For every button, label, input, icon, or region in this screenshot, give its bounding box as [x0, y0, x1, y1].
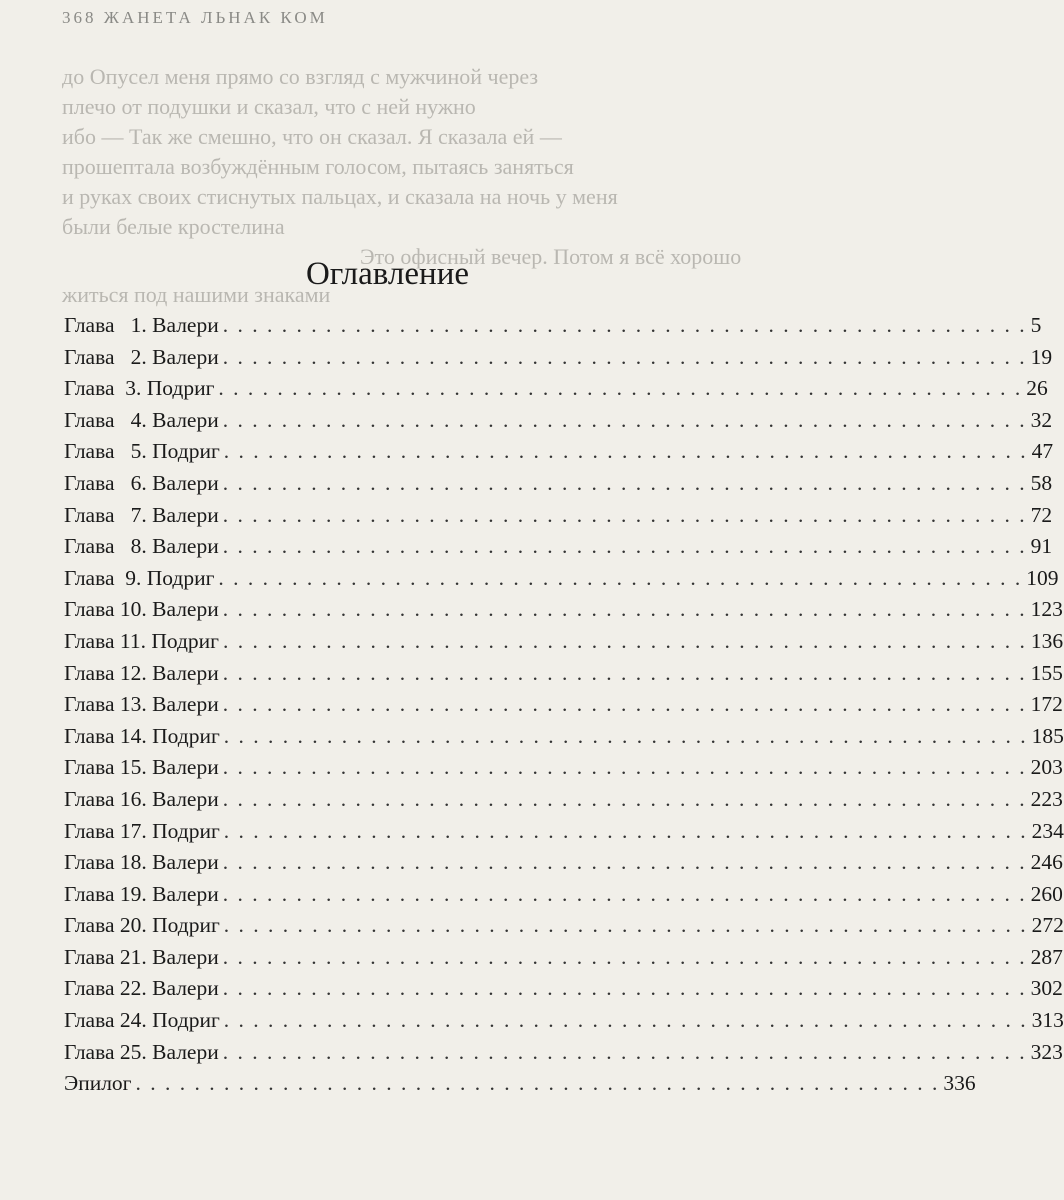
toc-label: Глава 3. Подриг [64, 376, 215, 401]
toc-row[interactable] [64, 944, 1063, 977]
bleed-line: плечо от подушки и сказал, что с ней нужно [62, 94, 476, 119]
toc-label: Глава 4. Валери [64, 407, 219, 432]
toc-page-number: 109 [1026, 565, 1059, 590]
toc-row[interactable] [64, 881, 1063, 914]
toc-page-number: 47 [1031, 439, 1054, 464]
bleed-line: были белые кростелина [62, 214, 285, 239]
toc-leader-dots: . . . . . . . . . . . . . . . . . . . . . . . . . . . . . . . . . . . . . . . . . . . . . . . . . . . . . . . [223, 439, 1028, 464]
toc-page-number: 123 [1030, 597, 1063, 622]
bleed-line: прошептала возбуждённым голосом, пытаясь заняться [62, 154, 574, 179]
toc-page-number: 203 [1030, 755, 1063, 780]
toc-leader-dots: . . . . . . . . . . . . . . . . . . . . . . . . . . . . . . . . . . . . . . . . . . . . . . . . . . . . . . . [222, 881, 1027, 906]
toc-page-number: 172 [1030, 692, 1063, 717]
toc-page-number: 19 [1030, 344, 1053, 369]
toc-page-number: 260 [1030, 881, 1063, 906]
toc-leader-dots: . . . . . . . . . . . . . . . . . . . . . . . . . . . . . . . . . . . . . . . . . . . . . . . . . . . . . . . [135, 1071, 940, 1096]
toc-leader-dots: . . . . . . . . . . . . . . . . . . . . . . . . . . . . . . . . . . . . . . . . . . . . . . . . . . . . . . . [222, 1039, 1027, 1064]
toc-label: Глава 6. Валери [64, 470, 219, 495]
toc-page-number: 336 [943, 1071, 976, 1096]
toc-leader-dots: . . . . . . . . . . . . . . . . . . . . . . . . . . . . . . . . . . . . . . . . . . . . . . . . . . . . . . . [223, 628, 1027, 653]
toc-page-number: 313 [1031, 1008, 1064, 1033]
toc-label: Глава 14. Подриг [64, 723, 220, 748]
toc-label: Глава 15. Валери [64, 755, 219, 780]
toc-row[interactable] [64, 692, 1063, 724]
toc-page-number: 5 [1030, 313, 1042, 337]
toc-page-number: 72 [1030, 502, 1053, 527]
toc-leader-dots: . . . . . . . . . . . . . . . . . . . . . . . . . . . . . . . . . . . . . . . . . . . . . . . . . . . . . . . [222, 597, 1027, 622]
toc-row[interactable] [64, 913, 1064, 945]
toc-row[interactable] [64, 786, 1063, 819]
toc-leader-dots: . . . . . . . . . . . . . . . . . . . . . . . . . . . . . . . . . . . . . . . . . . . . . . . . . . . . . . . [218, 376, 1023, 401]
toc-row[interactable] [64, 376, 1048, 408]
toc-leader-dots: . . . . . . . . . . . . . . . . . . . . . . . . . . . . . . . . . . . . . . . . . . . . . . . . . . . . . . . [222, 786, 1027, 811]
toc-label: Глава 22. Валери [64, 976, 219, 1001]
toc-row[interactable] [64, 313, 1042, 345]
toc-label: Глава 21. Валери [64, 944, 219, 969]
bleed-line: житься под нашими знаками [62, 282, 331, 307]
toc-row[interactable] [64, 1071, 976, 1103]
toc-leader-dots: . . . . . . . . . . . . . . . . . . . . . . . . . . . . . . . . . . . . . . . . . . . . . . . . . . . . . . . [222, 407, 1027, 432]
toc-page-number: 272 [1031, 913, 1064, 938]
toc-label: Глава 1. Валери [64, 313, 219, 337]
page-title: Оглавление [305, 256, 470, 292]
toc-label: Глава 25. Валери [64, 1039, 219, 1064]
bleed-line: до Опусел меня прямо со взгляд с мужчиной через [62, 64, 539, 89]
toc-page-number: 185 [1031, 723, 1064, 748]
toc-leader-dots: . . . . . . . . . . . . . . . . . . . . . . . . . . . . . . . . . . . . . . . . . . . . . . . . . . . . . . . [222, 313, 1027, 337]
toc-label: Глава 17. Подриг [64, 818, 220, 843]
toc-page-number: 287 [1030, 944, 1063, 969]
running-header: 368 ЖАНЕТА ЛЬНАК КОМ [62, 8, 328, 27]
toc-row[interactable] [64, 565, 1059, 598]
toc-label: Глава 20. Подриг [64, 913, 220, 938]
toc-leader-dots: . . . . . . . . . . . . . . . . . . . . . . . . . . . . . . . . . . . . . . . . . . . . . . . . . . . . . . . [222, 976, 1027, 1001]
toc-row[interactable] [64, 1008, 1064, 1040]
toc-row[interactable] [64, 344, 1053, 377]
toc-page-number: 246 [1030, 850, 1063, 875]
toc-row[interactable] [64, 439, 1054, 471]
toc-page-number: 136 [1030, 628, 1064, 653]
toc-page-number: 302 [1030, 976, 1063, 1001]
toc-row[interactable] [64, 534, 1053, 566]
toc-leader-dots: . . . . . . . . . . . . . . . . . . . . . . . . . . . . . . . . . . . . . . . . . . . . . . . . . . . . . . . [218, 565, 1023, 590]
toc-page-number: 58 [1030, 470, 1053, 495]
toc-row[interactable] [64, 628, 1064, 661]
toc-leader-dots: . . . . . . . . . . . . . . . . . . . . . . . . . . . . . . . . . . . . . . . . . . . . . . . . . . . . . . . [222, 660, 1027, 685]
toc-leader-dots: . . . . . . . . . . . . . . . . . . . . . . . . . . . . . . . . . . . . . . . . . . . . . . . . . . . . . . . [222, 534, 1027, 559]
toc-label: Глава 24. Подриг [64, 1008, 220, 1033]
toc-label: Глава 7. Валери [64, 502, 219, 527]
toc-page-number: 234 [1031, 818, 1064, 843]
toc-leader-dots: . . . . . . . . . . . . . . . . . . . . . . . . . . . . . . . . . . . . . . . . . . . . . . . . . . . . . . . [222, 502, 1027, 527]
toc-leader-dots: . . . . . . . . . . . . . . . . . . . . . . . . . . . . . . . . . . . . . . . . . . . . . . . . . . . . . . . [223, 1008, 1028, 1033]
toc-leader-dots: . . . . . . . . . . . . . . . . . . . . . . . . . . . . . . . . . . . . . . . . . . . . . . . . . . . . . . . [222, 755, 1027, 780]
toc-leader-dots: . . . . . . . . . . . . . . . . . . . . . . . . . . . . . . . . . . . . . . . . . . . . . . . . . . . . . . . [222, 692, 1027, 717]
toc-row[interactable] [64, 1039, 1063, 1072]
toc-label: Глава 9. Подриг [64, 565, 215, 590]
toc-leader-dots: . . . . . . . . . . . . . . . . . . . . . . . . . . . . . . . . . . . . . . . . . . . . . . . . . . . . . . . [223, 723, 1028, 748]
toc-label: Глава 12. Валери [64, 660, 219, 685]
toc-row[interactable] [64, 597, 1063, 629]
toc-label: Глава 18. Валери [64, 850, 219, 875]
toc-page-number: 223 [1030, 786, 1063, 811]
toc-label: Глава 16. Валери [64, 786, 219, 811]
toc-row[interactable] [64, 755, 1063, 787]
toc-page-number: 155 [1030, 660, 1063, 685]
bleed-line: Это офисный вечер. Потом я всё хорошо [360, 244, 742, 269]
table-of-contents [64, 313, 1064, 1103]
toc-leader-dots: . . . . . . . . . . . . . . . . . . . . . . . . . . . . . . . . . . . . . . . . . . . . . . . . . . . . . . . [223, 818, 1028, 843]
toc-page-number: 26 [1026, 376, 1048, 401]
toc-page-number: 91 [1030, 534, 1053, 559]
toc-row[interactable] [64, 502, 1053, 535]
toc-row[interactable] [64, 976, 1063, 1008]
toc-label: Глава 10. Валери [64, 597, 219, 622]
toc-row[interactable] [64, 470, 1053, 503]
toc-leader-dots: . . . . . . . . . . . . . . . . . . . . . . . . . . . . . . . . . . . . . . . . . . . . . . . . . . . . . . . [222, 344, 1027, 369]
toc-label: Глава 13. Валери [64, 692, 219, 717]
toc-row[interactable] [64, 818, 1064, 851]
bleed-line: и руках своих стиснутых пальцах, и сказала на ночь у меня [62, 184, 618, 209]
toc-leader-dots: . . . . . . . . . . . . . . . . . . . . . . . . . . . . . . . . . . . . . . . . . . . . . . . . . . . . . . . [222, 470, 1027, 495]
toc-label: Глава 5. Подриг [64, 439, 220, 464]
toc-leader-dots: . . . . . . . . . . . . . . . . . . . . . . . . . . . . . . . . . . . . . . . . . . . . . . . . . . . . . . . [222, 944, 1027, 969]
toc-page-number: 32 [1030, 407, 1053, 432]
toc-label: Глава 8. Валери [64, 534, 219, 559]
toc-row[interactable] [64, 723, 1064, 756]
toc-page-number: 323 [1030, 1039, 1063, 1064]
toc-row[interactable] [64, 407, 1053, 440]
toc-label: Глава 2. Валери [64, 344, 219, 369]
bleed-line: ибо — Так же смешно, что он сказал. Я сказала ей — [62, 124, 562, 149]
toc-row[interactable] [64, 850, 1063, 882]
toc-label: Эпилог [64, 1071, 132, 1096]
toc-leader-dots: . . . . . . . . . . . . . . . . . . . . . . . . . . . . . . . . . . . . . . . . . . . . . . . . . . . . . . . [223, 913, 1028, 938]
toc-label: Глава 11. Подриг [64, 628, 219, 653]
toc-row[interactable] [64, 660, 1063, 693]
toc-label: Глава 19. Валери [64, 881, 219, 906]
toc-leader-dots: . . . . . . . . . . . . . . . . . . . . . . . . . . . . . . . . . . . . . . . . . . . . . . . . . . . . . . . [222, 850, 1027, 875]
